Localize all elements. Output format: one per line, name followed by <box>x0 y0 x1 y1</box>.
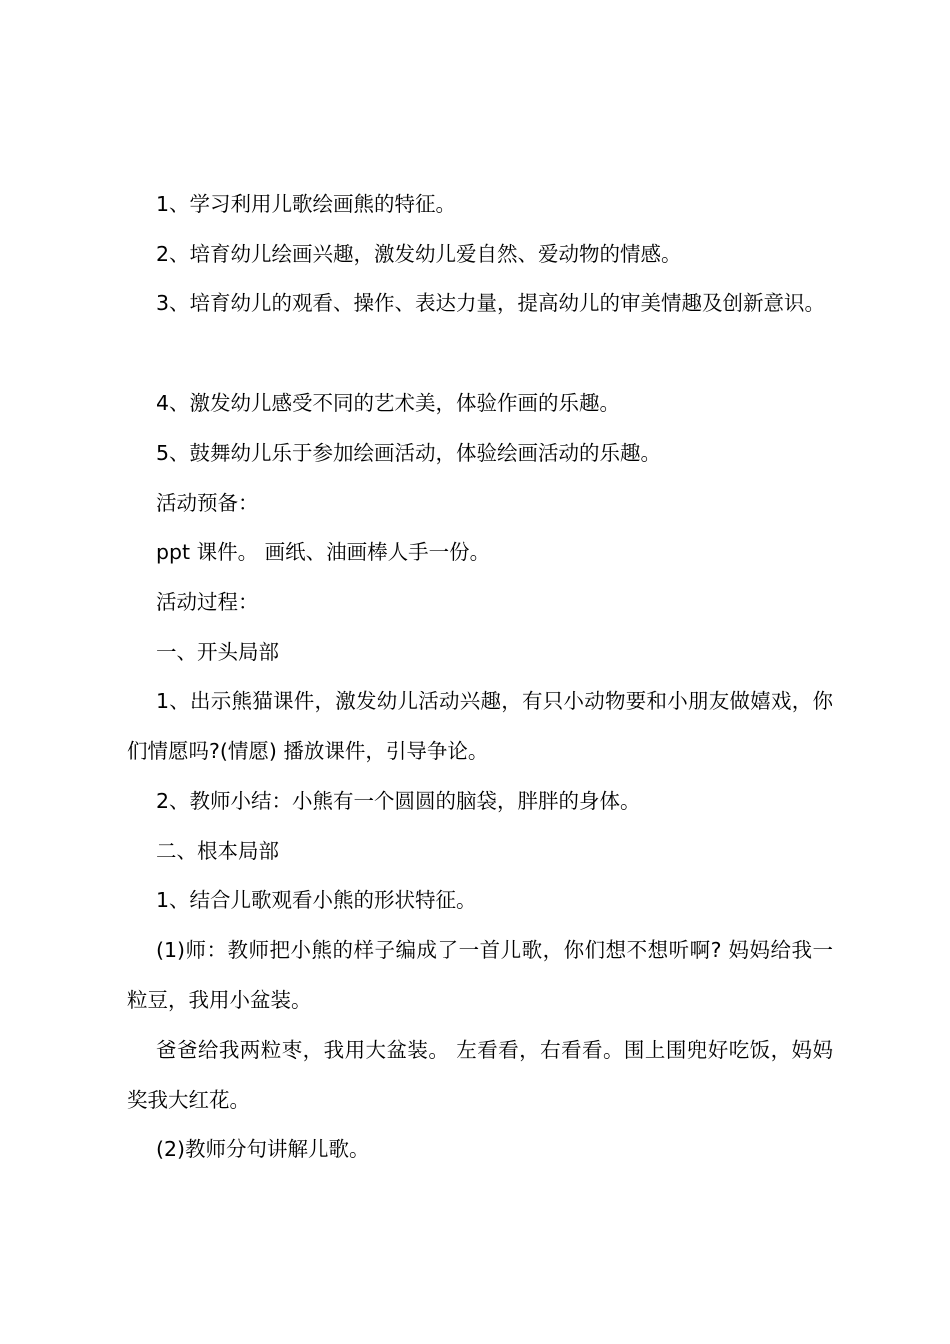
preparation-heading: 活动预备： <box>156 491 259 515</box>
main-step-1: 1、结合儿歌观看小熊的形状特征。 <box>156 888 477 912</box>
nursery-rhyme-continued: 爸爸给我两粒枣，我用大盆装。 左看看，右看看。围上围兜好吃饭，妈妈奖我大红花。 <box>127 1038 833 1112</box>
opening-step-1: 1、出示熊猫课件，激发幼儿活动兴趣，有只小动物要和小朋友做嬉戏，你们情愿吗?(情愿) 播放课件，引导争论。 <box>127 689 833 763</box>
preparation-materials: ppt 课件。 画纸、油画棒人手一份。 <box>156 540 491 564</box>
section-main-heading: 二、根本局部 <box>156 839 279 863</box>
objective-3: 3、培育幼儿的观看、操作、表达力量，提高幼儿的审美情趣及创新意识。 <box>156 291 826 315</box>
objective-5: 5、鼓舞幼儿乐于参加绘画活动，体验绘画活动的乐趣。 <box>156 441 662 465</box>
section-opening-heading: 一、开头局部 <box>156 640 279 664</box>
objective-4: 4、激发幼儿感受不同的艺术美，体验作画的乐趣。 <box>156 391 621 415</box>
opening-step-2: 2、教师小结：小熊有一个圆圆的脑袋，胖胖的身体。 <box>156 789 641 813</box>
process-heading: 活动过程： <box>156 590 259 614</box>
objective-1: 1、学习利用儿歌绘画熊的特征。 <box>156 192 457 216</box>
objective-2: 2、培育幼儿绘画兴趣，激发幼儿爱自然、爱动物的情感。 <box>156 242 682 266</box>
main-step-1-part-1: (1)师：教师把小熊的样子编成了一首儿歌，你们想不想听啊? 妈妈给我一粒豆，我用小盆装。 <box>127 938 833 1012</box>
main-step-1-part-2: (2)教师分句讲解儿歌。 <box>156 1137 370 1161</box>
